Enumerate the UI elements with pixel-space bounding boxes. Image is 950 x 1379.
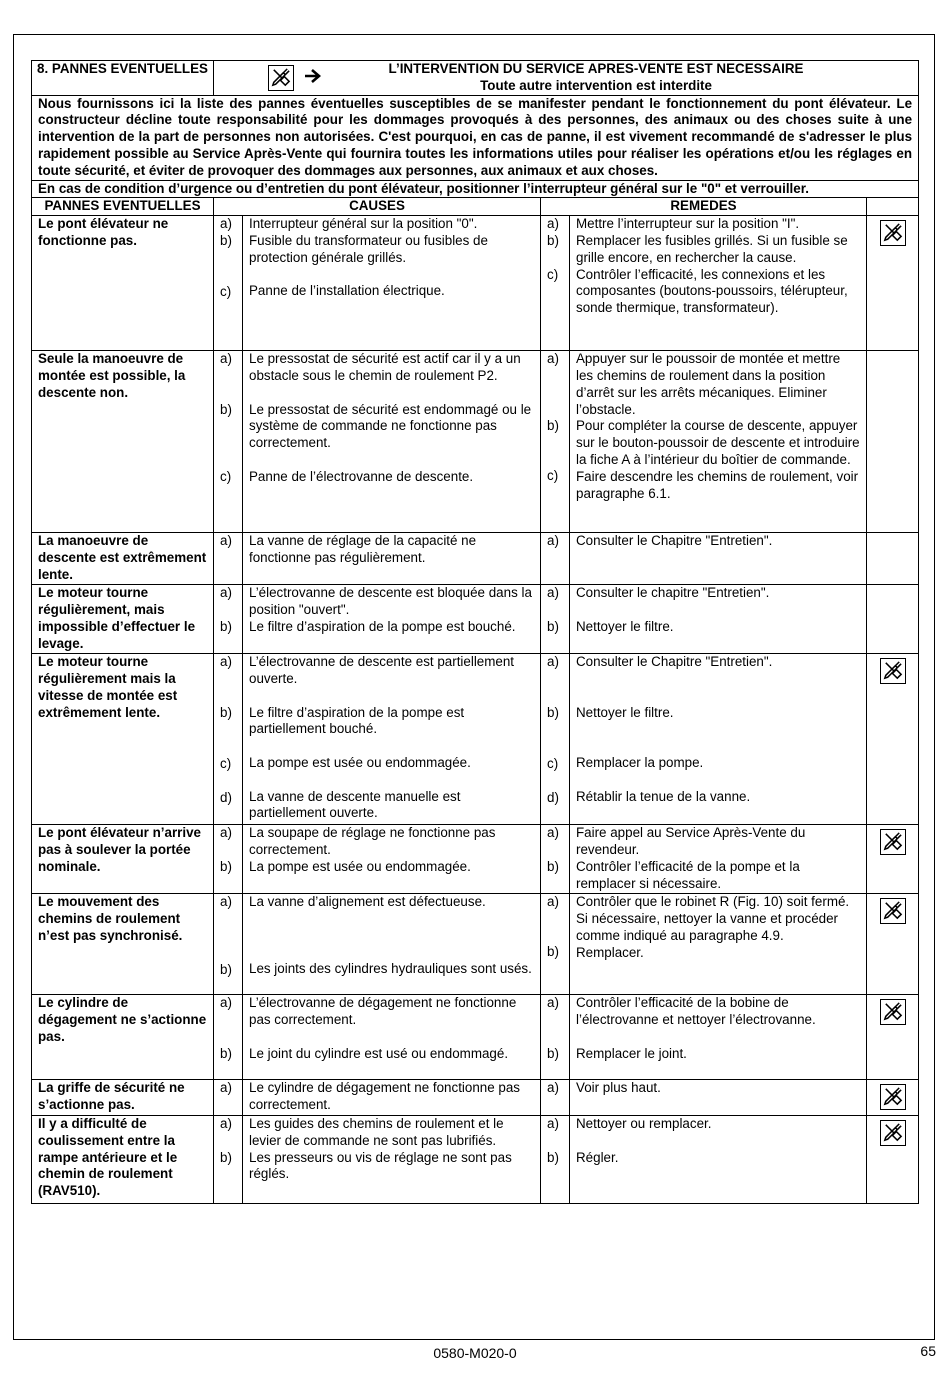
remedies-texts bbox=[570, 825, 867, 894]
item-letter bbox=[220, 1029, 242, 1046]
remedies-letters bbox=[541, 533, 570, 585]
item-letter bbox=[547, 773, 569, 790]
remedies-letters bbox=[541, 585, 570, 654]
item-letter: b) bbox=[220, 1046, 232, 1062]
fault-row bbox=[32, 216, 919, 351]
remedies-texts bbox=[570, 654, 867, 825]
remedies-texts bbox=[570, 533, 867, 585]
remedy-text: Nettoyer le filtre. bbox=[576, 704, 674, 720]
item-letter: a) bbox=[547, 351, 559, 367]
item-letter: a) bbox=[220, 1080, 232, 1096]
remedies-texts bbox=[570, 216, 867, 351]
item-letter: c) bbox=[220, 756, 232, 772]
col-faults: PANNES EVENTUELLES bbox=[32, 198, 214, 216]
item-letter: c) bbox=[547, 756, 559, 772]
fault-description: La manoeuvre de descente est extrêmement lente. bbox=[32, 533, 214, 585]
wrench-screwdriver-icon bbox=[880, 898, 906, 924]
causes-texts bbox=[243, 995, 541, 1080]
item-letter: b) bbox=[547, 705, 559, 721]
item-letter: a) bbox=[220, 995, 232, 1011]
cause-text: La vanne de réglage de la capacité ne fonctionne pas régulièrement. bbox=[249, 533, 477, 565]
item-letter bbox=[220, 688, 242, 705]
item-letter: a) bbox=[220, 825, 232, 841]
causes-letters bbox=[214, 894, 243, 995]
cause-text bbox=[249, 1029, 534, 1046]
item-letter: a) bbox=[220, 216, 232, 232]
service-icon-cell bbox=[867, 894, 919, 995]
cause-text: Le filtre d’aspiration de la pompe est bouché. bbox=[249, 618, 516, 634]
intro-row bbox=[32, 95, 919, 180]
col-causes: CAUSES bbox=[214, 198, 541, 216]
fault-description: Le pont élévateur n’arrive pas à soulever la portée nominale. bbox=[32, 825, 214, 894]
item-letter: b) bbox=[547, 1046, 559, 1062]
remedies-letters bbox=[541, 995, 570, 1080]
troubleshooting-table bbox=[31, 60, 919, 1204]
remedies-texts bbox=[570, 894, 867, 995]
cause-text bbox=[249, 928, 534, 945]
item-letter: a) bbox=[547, 533, 559, 549]
service-icon-cell bbox=[867, 654, 919, 825]
item-letter: a) bbox=[220, 533, 232, 549]
warning-text: En cas de condition d’urgence ou d’entretien du pont élévateur, positionner l’interrupteur général sur le "0" et verrouiller. bbox=[32, 180, 919, 198]
cause-text: Panne de l’installation électrique. bbox=[249, 283, 445, 299]
item-letter: b) bbox=[547, 944, 559, 960]
cause-text bbox=[249, 738, 534, 755]
remedy-text: Contrôler l’efficacité de la bobine de l’électrovanne et nettoyer l’électrovanne. bbox=[576, 995, 816, 1027]
item-letter: b) bbox=[220, 1149, 232, 1165]
service-icon-cell bbox=[867, 1080, 919, 1116]
fault-description: Le mouvement des chemins de roulement n’est pas synchronisé. bbox=[32, 894, 214, 995]
remedy-text: Consulter le chapitre "Entretien". bbox=[576, 585, 770, 601]
cause-text bbox=[249, 385, 534, 402]
item-letter: b) bbox=[547, 619, 559, 635]
cause-text: Les presseurs ou vis de réglage ne sont pas réglés. bbox=[249, 1149, 512, 1182]
causes-letters bbox=[214, 1115, 243, 1203]
remedy-text: Appuyer sur le poussoir de montée et mettre les chemins de roulement dans la position d’arrêt sur les arrêts mécaniques. Eliminer l’obstacle. bbox=[576, 351, 841, 417]
fault-row bbox=[32, 654, 919, 825]
remedies-letters bbox=[541, 654, 570, 825]
fault-row bbox=[32, 894, 919, 995]
item-letter bbox=[547, 1133, 569, 1150]
remedies-letters bbox=[541, 1080, 570, 1116]
causes-letters bbox=[214, 995, 243, 1080]
remedy-text: Nettoyer le filtre. bbox=[576, 618, 674, 634]
main-title: L’INTERVENTION DU SERVICE APRES-VENTE EST NECESSAIRE bbox=[388, 61, 804, 76]
remedy-text: Faire descendre les chemins de roulement, voir paragraphe 6.1. bbox=[576, 468, 859, 501]
section-title: 8. PANNES EVENTUELLES bbox=[32, 61, 214, 96]
fault-row bbox=[32, 533, 919, 585]
cause-text: La soupape de réglage ne fonctionne pas correctement. bbox=[249, 825, 496, 857]
item-letter bbox=[220, 385, 242, 402]
causes-texts bbox=[243, 825, 541, 894]
fault-description: Il y a difficulté de coulissement entre la rampe antérieure et le chemin de roulement (RAV510). bbox=[32, 1115, 214, 1203]
service-icon-cell bbox=[867, 995, 919, 1080]
intro-text: Nous fournissons ici la liste des pannes éventuelles susceptibles de se manifester pendant le fonctionnement du pont élévateur. Le constructeur décline toute responsabilité pour les dommages provoqués à des personnes, des animaux ou des choses suite à une intervention de la part de personnes non autorisées. C'est pourquoi, en cas de panne, il est vivement recommandé de s'adresser le plus rapidement possible au Service Après-Vente qui fournira toutes les informations utiles pour réaliser les opérations et/ou les réglages en toute sécurité, et éviter de provoquer des dommages aux personnes, aux animaux et aux choses. bbox=[32, 95, 919, 180]
item-letter: b) bbox=[547, 859, 559, 875]
item-letter bbox=[547, 739, 569, 756]
cause-text: Panne de l’électrovanne de descente. bbox=[249, 468, 474, 484]
column-header-row bbox=[32, 198, 919, 216]
wrench-screwdriver-icon bbox=[880, 220, 906, 246]
item-letter: d) bbox=[547, 790, 559, 806]
remedies-texts bbox=[570, 995, 867, 1080]
causes-letters bbox=[214, 533, 243, 585]
item-letter: b) bbox=[547, 418, 559, 434]
remedy-text bbox=[576, 671, 860, 688]
cause-text: L’électrovanne de descente est bloquée dans la position "ouvert". bbox=[249, 585, 532, 617]
item-letter: a) bbox=[220, 1115, 232, 1131]
item-letter: b) bbox=[220, 402, 232, 418]
service-required-header bbox=[214, 61, 919, 96]
cause-text: Le pressostat de sécurité est endommagé ou le système de commande ne fonctionne pas correctement. bbox=[249, 401, 532, 451]
causes-texts bbox=[243, 533, 541, 585]
item-letter: a) bbox=[547, 216, 559, 232]
remedy-text: Faire appel au Service Après-Vente du revendeur. bbox=[576, 825, 806, 857]
item-letter: a) bbox=[220, 654, 232, 670]
remedies-letters bbox=[541, 1115, 570, 1203]
remedy-text bbox=[576, 772, 860, 789]
item-letter bbox=[220, 267, 242, 284]
remedy-text: Consulter le Chapitre "Entretien". bbox=[576, 654, 773, 670]
fault-row bbox=[32, 585, 919, 654]
remedies-texts bbox=[570, 585, 867, 654]
remedy-text bbox=[576, 738, 860, 755]
remedy-text: Remplacer. bbox=[576, 944, 644, 960]
remedy-text: Voir plus haut. bbox=[576, 1080, 661, 1096]
wrench-screwdriver-icon bbox=[880, 1084, 906, 1110]
service-icon-cell bbox=[867, 533, 919, 585]
subtitle: Toute autre intervention est interdite bbox=[480, 77, 712, 93]
service-icon-cell bbox=[867, 351, 919, 533]
item-letter bbox=[220, 928, 242, 945]
item-letter: a) bbox=[547, 1115, 559, 1131]
wrench-screwdriver-icon bbox=[268, 65, 294, 91]
item-letter bbox=[547, 602, 569, 619]
remedies-letters bbox=[541, 351, 570, 533]
item-letter: a) bbox=[220, 894, 232, 910]
fault-description: Le moteur tourne régulièrement mais la vitesse de montée est extrêmement lente. bbox=[32, 654, 214, 825]
remedy-text: Mettre l’interrupteur sur la position "I". bbox=[576, 216, 800, 232]
remedy-text: Contrôler que le robinet R (Fig. 10) soit fermé. Si nécessaire, nettoyer la vanne et procéder comme indiqué au paragraphe 4.9. bbox=[576, 894, 850, 943]
item-letter: a) bbox=[547, 585, 559, 601]
causes-letters bbox=[214, 216, 243, 351]
remedy-text: Consulter le Chapitre "Entretien". bbox=[576, 533, 773, 549]
remedies-texts bbox=[570, 351, 867, 533]
remedies-texts bbox=[570, 1080, 867, 1116]
service-icon-cell bbox=[867, 216, 919, 351]
cause-text: La vanne d’alignement est défectueuse. bbox=[249, 894, 486, 910]
item-letter bbox=[547, 722, 569, 739]
cause-text: Le filtre d’aspiration de la pompe est partiellement bouché. bbox=[249, 704, 465, 737]
cause-text: L’électrovanne de descente est partiellement ouverte. bbox=[249, 654, 515, 686]
item-letter: a) bbox=[547, 825, 559, 841]
wrench-screwdriver-icon bbox=[880, 1120, 906, 1146]
cause-text: La pompe est usée ou endommagée. bbox=[249, 754, 471, 770]
cause-text bbox=[249, 945, 534, 962]
header-icons bbox=[268, 65, 322, 91]
item-letter bbox=[220, 945, 242, 962]
item-letter bbox=[220, 773, 242, 790]
item-letter bbox=[220, 911, 242, 928]
remedy-text: Remplacer la pompe. bbox=[576, 754, 704, 770]
remedies-texts bbox=[570, 1115, 867, 1203]
remedy-text bbox=[576, 1133, 860, 1150]
causes-texts bbox=[243, 894, 541, 995]
item-letter: c) bbox=[547, 468, 559, 484]
fault-description: La griffe de sécurité ne s’actionne pas. bbox=[32, 1080, 214, 1116]
cause-text: La vanne de descente manuelle est partiellement ouverte. bbox=[249, 788, 461, 821]
wrench-screwdriver-icon bbox=[880, 999, 906, 1025]
item-letter: a) bbox=[547, 654, 559, 670]
cause-text: La pompe est usée ou endommagée. bbox=[249, 858, 471, 874]
cause-text bbox=[249, 267, 534, 284]
fault-row bbox=[32, 995, 919, 1080]
wrench-screwdriver-icon bbox=[880, 658, 906, 684]
remedy-text bbox=[576, 1029, 860, 1046]
cause-text: L’électrovanne de dégagement ne fonctionne pas correctement. bbox=[249, 995, 517, 1027]
causes-texts bbox=[243, 654, 541, 825]
cause-text bbox=[249, 911, 534, 928]
causes-letters bbox=[214, 1080, 243, 1116]
causes-texts bbox=[243, 1115, 541, 1203]
remedies-letters bbox=[541, 216, 570, 351]
fault-row bbox=[32, 1080, 919, 1116]
wrench-screwdriver-icon bbox=[880, 829, 906, 855]
doc-code: 0580-M020-0 bbox=[433, 1345, 517, 1361]
item-letter: b) bbox=[220, 962, 232, 978]
item-letter: c) bbox=[220, 284, 232, 300]
page-number: 65 bbox=[920, 1343, 936, 1359]
remedy-text: Rétablir la tenue de la vanne. bbox=[576, 788, 751, 804]
remedy-text: Pour compléter la course de descente, appuyer sur le bouton-poussoir de descente et introduire la fiche A à l’intérieur du boîtier de commande. bbox=[576, 418, 860, 467]
item-letter: c) bbox=[547, 267, 559, 283]
causes-letters bbox=[214, 654, 243, 825]
fault-row bbox=[32, 351, 919, 533]
causes-letters bbox=[214, 825, 243, 894]
item-letter: b) bbox=[220, 705, 232, 721]
arrow-right-icon bbox=[304, 68, 322, 89]
service-icon-cell bbox=[867, 1115, 919, 1203]
remedy-text: Remplacer le joint. bbox=[576, 1045, 687, 1061]
cause-text bbox=[249, 452, 534, 469]
fault-description: Le pont élévateur ne fonctionne pas. bbox=[32, 216, 214, 351]
remedy-text: Contrôler l’efficacité, les connexions et les composantes (boutons-poussoirs, télérupteur, sonde thermique, transformateur). bbox=[576, 266, 848, 316]
cause-text: Fusible du transformateur ou fusibles de protection générale grillés. bbox=[249, 232, 488, 265]
item-letter: a) bbox=[547, 995, 559, 1011]
item-letter: c) bbox=[220, 469, 232, 485]
item-letter bbox=[547, 688, 569, 705]
cause-text: Le joint du cylindre est usé ou endommagé. bbox=[249, 1045, 509, 1061]
cause-text: Le cylindre de dégagement ne fonctionne pas correctement. bbox=[249, 1080, 520, 1112]
item-letter bbox=[547, 671, 569, 688]
item-letter: b) bbox=[220, 233, 232, 249]
remedy-text: Remplacer les fusibles grillés. Si un fusible se grille encore, en rechercher la cause. bbox=[576, 232, 848, 265]
fault-row bbox=[32, 1115, 919, 1203]
item-letter: b) bbox=[547, 1149, 559, 1165]
remedy-text: Contrôler l’efficacité de la pompe et la remplacer si nécessaire. bbox=[576, 858, 800, 891]
remedies-letters bbox=[541, 894, 570, 995]
fault-description: Seule la manoeuvre de montée est possible, la descente non. bbox=[32, 351, 214, 533]
warning-row bbox=[32, 180, 919, 198]
item-letter bbox=[220, 739, 242, 756]
item-letter: b) bbox=[220, 859, 232, 875]
cause-text: Les joints des cylindres hydrauliques sont usés. bbox=[249, 961, 532, 977]
fault-row bbox=[32, 825, 919, 894]
item-letter: a) bbox=[220, 585, 232, 601]
item-letter: a) bbox=[547, 1080, 559, 1096]
cause-text: Interrupteur général sur la position "0". bbox=[249, 216, 478, 232]
header-row bbox=[32, 61, 919, 96]
item-letter: d) bbox=[220, 790, 232, 806]
service-icon-cell bbox=[867, 825, 919, 894]
cause-text bbox=[249, 688, 534, 705]
remedy-text bbox=[576, 688, 860, 705]
item-letter: b) bbox=[220, 619, 232, 635]
cause-text: Le pressostat de sécurité est actif car il y a un obstacle sous le chemin de roulement P2. bbox=[249, 351, 521, 383]
item-letter: a) bbox=[220, 351, 232, 367]
item-letter bbox=[220, 452, 242, 469]
cause-text bbox=[249, 772, 534, 789]
fault-description: Le cylindre de dégagement ne s’actionne pas. bbox=[32, 995, 214, 1080]
causes-letters bbox=[214, 351, 243, 533]
item-letter bbox=[547, 1029, 569, 1046]
remedy-text: Nettoyer ou remplacer. bbox=[576, 1115, 712, 1131]
remedy-text: Régler. bbox=[576, 1149, 619, 1165]
cause-text: Les guides des chemins de roulement et le levier de commande ne sont pas lubrifiés. bbox=[249, 1115, 504, 1148]
causes-letters bbox=[214, 585, 243, 654]
item-letter: b) bbox=[547, 233, 559, 249]
service-icon-cell bbox=[867, 585, 919, 654]
col-icon bbox=[867, 198, 919, 216]
remedy-text bbox=[576, 602, 860, 619]
fault-description: Le moteur tourne régulièrement, mais impossible d’effectuer le levage. bbox=[32, 585, 214, 654]
remedies-letters bbox=[541, 825, 570, 894]
item-letter: a) bbox=[547, 894, 559, 910]
causes-texts bbox=[243, 1080, 541, 1116]
causes-texts bbox=[243, 216, 541, 351]
col-remedies: REMEDES bbox=[541, 198, 867, 216]
causes-texts bbox=[243, 585, 541, 654]
remedy-text bbox=[576, 721, 860, 738]
causes-texts bbox=[243, 351, 541, 533]
